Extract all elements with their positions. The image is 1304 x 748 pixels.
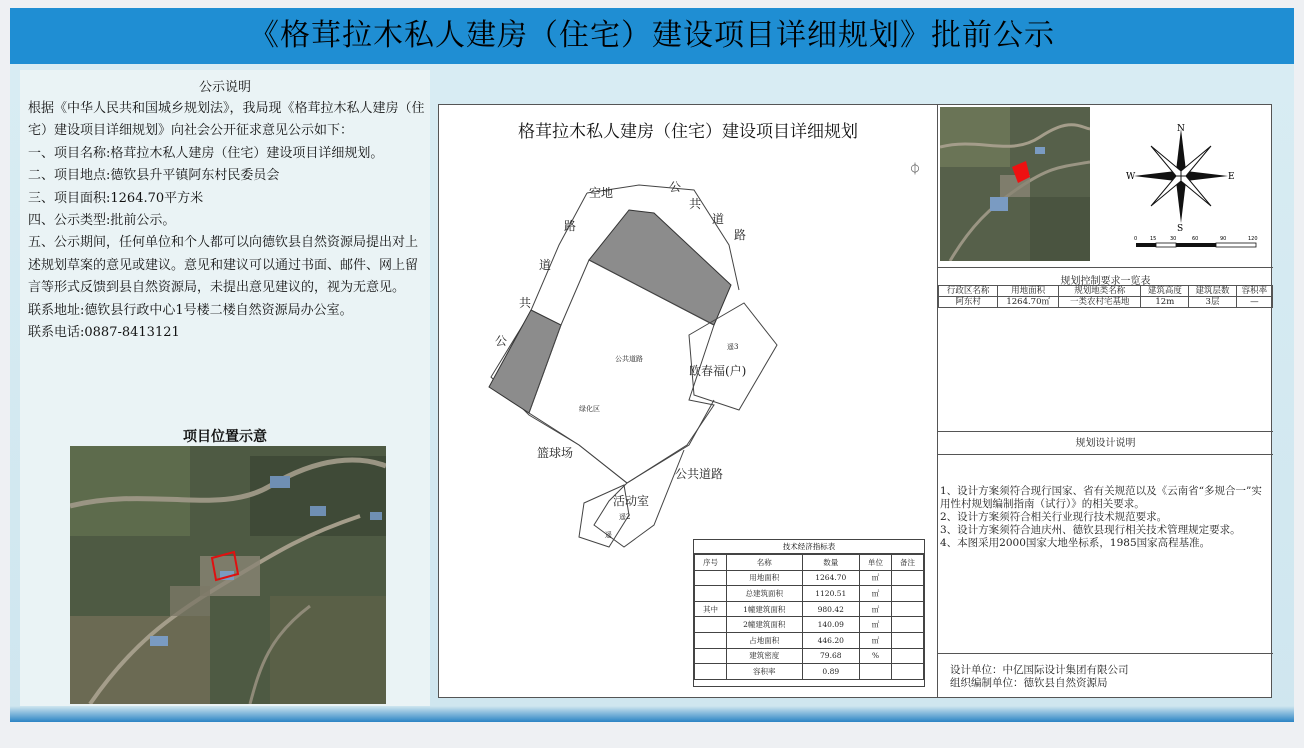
compass-w: W <box>1126 172 1136 182</box>
credits <box>938 653 1273 690</box>
compass-s: S <box>1177 224 1184 231</box>
table-cell <box>892 648 924 664</box>
notice-paragraph: 四、公示类型:批前公示。 <box>28 213 176 229</box>
table-cell: % <box>860 648 892 664</box>
table-row <box>695 601 924 617</box>
table-header: 规划地类名称 <box>1059 286 1141 297</box>
table-row <box>695 617 924 633</box>
table-cell: 3层 <box>1189 297 1237 308</box>
design-unit: 设计单位：中亿国际设计集团有限公司 <box>950 664 1129 676</box>
panel-bottom-band <box>10 706 1294 722</box>
compass-needle <box>1181 146 1211 176</box>
econ-indicator-table <box>693 539 925 687</box>
label-neighbor: 欧春福(户) <box>689 364 747 378</box>
notice-paragraph: 三、项目面积:1264.70平方米 <box>28 190 204 206</box>
label-basketball: 篮球场 <box>537 446 574 460</box>
notice-panel <box>20 70 430 706</box>
table-cell: 12m <box>1141 297 1189 308</box>
table-cell <box>892 617 924 633</box>
scale-label: 60 <box>1192 236 1199 242</box>
compass-n: N <box>1177 124 1185 134</box>
table-header-row <box>695 555 924 571</box>
building-2 <box>489 310 561 413</box>
table-header: 单位 <box>860 555 892 571</box>
table-cell: — <box>1236 297 1272 308</box>
table-cell <box>695 664 727 680</box>
table-cell <box>892 632 924 648</box>
label-tag: 遥 <box>605 531 612 539</box>
table-cell <box>695 570 727 586</box>
notice-paragraph: 联系电话:0887-8413121 <box>28 325 180 341</box>
table-cell: ㎡ <box>860 601 892 617</box>
table-cell <box>695 586 727 602</box>
label-road-left: 共 <box>519 296 532 310</box>
scale-label: 0 <box>1134 236 1138 242</box>
table-header: 序号 <box>695 555 727 571</box>
table-cell: 容积率 <box>726 664 802 680</box>
label-road-top: 共 <box>689 197 702 211</box>
table-row <box>695 586 924 602</box>
scale-label: 90 <box>1220 236 1227 242</box>
table-cell <box>892 601 924 617</box>
notice-paragraph: 根据《中华人民共和国城乡规划法》，我局现《格茸拉木私人建房（住宅）建设项目详细规划》向社会公开征求意见公示如下： <box>28 101 425 139</box>
table-cell: ㎡ <box>860 570 892 586</box>
table-row <box>695 648 924 664</box>
location-title: 项目位置示意 <box>183 429 267 445</box>
table-header: 名称 <box>726 555 802 571</box>
label-public-road-bottom: 公共道路 <box>675 467 724 481</box>
table-row <box>695 664 924 680</box>
org-unit: 组织编制单位：德钦县自然资源局 <box>950 677 1108 689</box>
table-header: 建筑高度 <box>1141 286 1189 297</box>
label-road-left: 公 <box>495 334 508 348</box>
table-cell <box>892 664 924 680</box>
table-cell: 总建筑面积 <box>726 586 802 602</box>
label-neighbor-tag: 遥3 <box>727 343 739 351</box>
scale-label: 15 <box>1150 236 1157 242</box>
label-road-top: 公 <box>669 180 682 194</box>
building-1 <box>589 210 731 325</box>
table-cell <box>695 617 727 633</box>
label-tag2: 遥2 <box>619 513 631 521</box>
design-notes-title: 规划设计说明 <box>938 431 1273 455</box>
table-header-row <box>939 286 1273 297</box>
design-note: 2、设计方案须符合相关行业现行技术规范要求。 <box>940 511 1168 523</box>
label-road-left: 道 <box>539 258 552 272</box>
notice-body <box>28 98 428 344</box>
table-cell: ㎡ <box>860 586 892 602</box>
scale-label: 120 <box>1248 236 1258 242</box>
table-cell <box>860 664 892 680</box>
north-symbol: ⏀ <box>909 162 922 176</box>
table-header: 行政区名称 <box>939 286 998 297</box>
compass-needle <box>1181 176 1211 206</box>
design-note: 1、设计方案须符合现行国家、省有关规范以及《云南省“多规合一”实用性村规划编制指南（试行）》的相关要求。 <box>940 485 1262 510</box>
table-cell: 140.09 <box>802 617 860 633</box>
table-header: 数量 <box>802 555 860 571</box>
table-cell <box>892 570 924 586</box>
control-table-title: 规划控制要求一览表 <box>938 267 1273 287</box>
table-header: 备注 <box>892 555 924 571</box>
table-cell: 占地面积 <box>726 632 802 648</box>
table-cell: ㎡ <box>860 632 892 648</box>
notice-paragraph: 联系地址:德钦县行政中心1号楼二楼自然资源局办公室。 <box>28 302 353 318</box>
table-cell: 1264.70 <box>802 570 860 586</box>
site-aerial-image <box>940 107 1090 261</box>
notice-paragraph: 一、项目名称:格茸拉木私人建房（住宅）建设项目详细规划。 <box>28 145 384 161</box>
table-cell: 446.20 <box>802 632 860 648</box>
table-cell: 其中 <box>695 601 727 617</box>
table-row <box>695 570 924 586</box>
table-cell <box>892 586 924 602</box>
control-table <box>938 285 1273 308</box>
table-header: 建筑层数 <box>1189 286 1237 297</box>
table-header: 用地面积 <box>998 286 1059 297</box>
label-empty-land: 空地 <box>589 186 614 200</box>
label-road-top: 路 <box>734 228 747 242</box>
label-road-top: 道 <box>712 212 725 226</box>
table-cell <box>695 648 727 664</box>
compass-rose <box>1126 121 1236 231</box>
drawing-title: 格茸拉木私人建房（住宅）建设项目详细规划 <box>518 122 858 142</box>
drawing-info-column <box>937 105 1272 697</box>
table-cell: 1264.70㎡ <box>998 297 1059 308</box>
notice-title: 公示说明 <box>198 80 251 95</box>
banner-title: 《格茸拉木私人建房（住宅）建设项目详细规划》批前公示 <box>10 8 1294 64</box>
compass-needle <box>1151 146 1181 176</box>
scale-label: 30 <box>1170 236 1177 242</box>
label-green-zone: 绿化区 <box>579 405 600 413</box>
table-cell: 980.42 <box>802 601 860 617</box>
table-header: 容积率 <box>1236 286 1272 297</box>
table-cell: 阿东村 <box>939 297 998 308</box>
table-cell: 79.68 <box>802 648 860 664</box>
table-cell: 1120.51 <box>802 586 860 602</box>
planning-drawing <box>438 104 1272 698</box>
label-public-road-inner: 公共道路 <box>615 355 643 363</box>
econ-table-title: 技术经济指标表 <box>694 540 924 554</box>
design-note: 3、设计方案须符合迪庆州、德钦县现行相关技术管理规定要求。 <box>940 524 1241 536</box>
design-notes <box>940 485 1272 550</box>
table-cell: ㎡ <box>860 617 892 633</box>
table-cell: 建筑密度 <box>726 648 802 664</box>
table-row <box>939 297 1273 308</box>
compass-needle <box>1151 176 1181 206</box>
label-activity-room: 活动室 <box>613 494 650 508</box>
label-road-left: 路 <box>564 219 577 233</box>
scale-bar <box>1134 233 1264 255</box>
table-cell: 1幢建筑面积 <box>726 601 802 617</box>
notice-paragraph: 五、公示期间，任何单位和个人都可以向德钦县自然资源局提出对上述规划草案的意见或建议。意见和建议可以通过书面、邮件、网上留言等形式反馈到县自然资源局，未提出意见建议的，视为无意见。 <box>28 235 419 296</box>
notice-paragraph: 二、项目地点:德钦县升平镇阿东村民委员会 <box>28 168 280 184</box>
compass-e: E <box>1228 172 1235 182</box>
table-cell: 用地面积 <box>726 570 802 586</box>
table-cell <box>695 632 727 648</box>
location-aerial-image <box>70 446 386 704</box>
design-note: 4、本图采用2000国家大地坐标系，1985国家高程基准。 <box>940 537 1211 549</box>
table-cell: 一类农村宅基地 <box>1059 297 1141 308</box>
table-cell: 2幢建筑面积 <box>726 617 802 633</box>
table-row <box>695 632 924 648</box>
table-cell: 0.89 <box>802 664 860 680</box>
